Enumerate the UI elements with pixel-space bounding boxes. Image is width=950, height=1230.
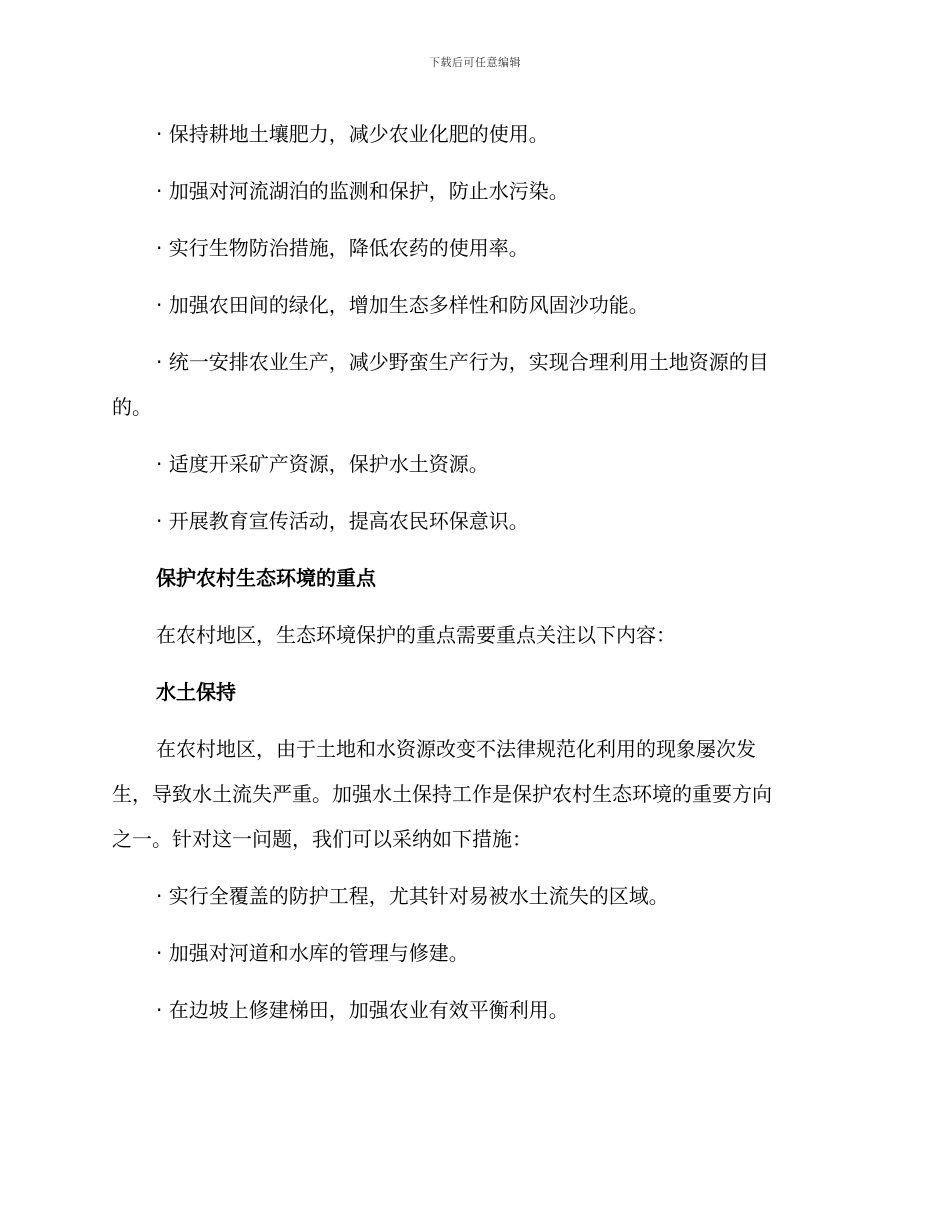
paragraph-line: 的。: [112, 395, 152, 419]
document-body: [112, 112, 834, 1033]
paragraph-line: 在农村地区，由于土地和水资源改变不法律规范化利用的现象屡次发: [156, 737, 756, 761]
paragraph-line: · 在边坡上修建梯田，加强农业有效平衡利用。: [156, 998, 569, 1022]
paragraph-line: · 实行全覆盖的防护工程，尤其针对易被水土流失的区域。: [156, 884, 669, 908]
paragraph-line: 在农村地区，生态环境保护的重点需要重点关注以下内容：: [156, 623, 676, 647]
paragraph-line: · 开展教育宣传活动，提高农民环保意识。: [156, 509, 529, 533]
paragraph-line: · 加强农田间的绿化，增加生态多样性和防风固沙功能。: [156, 293, 649, 317]
section-heading: 水土保持: [156, 680, 236, 704]
paragraph-line: 生，导致水土流失严重。加强水土保持工作是保护农村生态环境的重要方向: [112, 782, 772, 806]
page-header: 下载后可任意编辑: [429, 56, 521, 69]
paragraph-line: · 保持耕地土壤肥力，减少农业化肥的使用。: [156, 122, 549, 146]
paragraph-line: · 加强对河道和水库的管理与修建。: [156, 941, 469, 965]
paragraph-line: · 加强对河流湖泊的监测和保护，防止水污染。: [156, 179, 569, 203]
paragraph-line: · 适度开采矿产资源，保护水土资源。: [156, 452, 489, 476]
paragraph-line: 之一。针对这一问题，我们可以采纳如下措施：: [112, 827, 532, 851]
paragraph-line: · 统一安排农业生产，减少野蛮生产行为，实现合理利用土地资源的目: [156, 350, 769, 374]
paragraph-line: · 实行生物防治措施，降低农药的使用率。: [156, 236, 529, 260]
section-heading: 保护农村生态环境的重点: [156, 566, 376, 590]
